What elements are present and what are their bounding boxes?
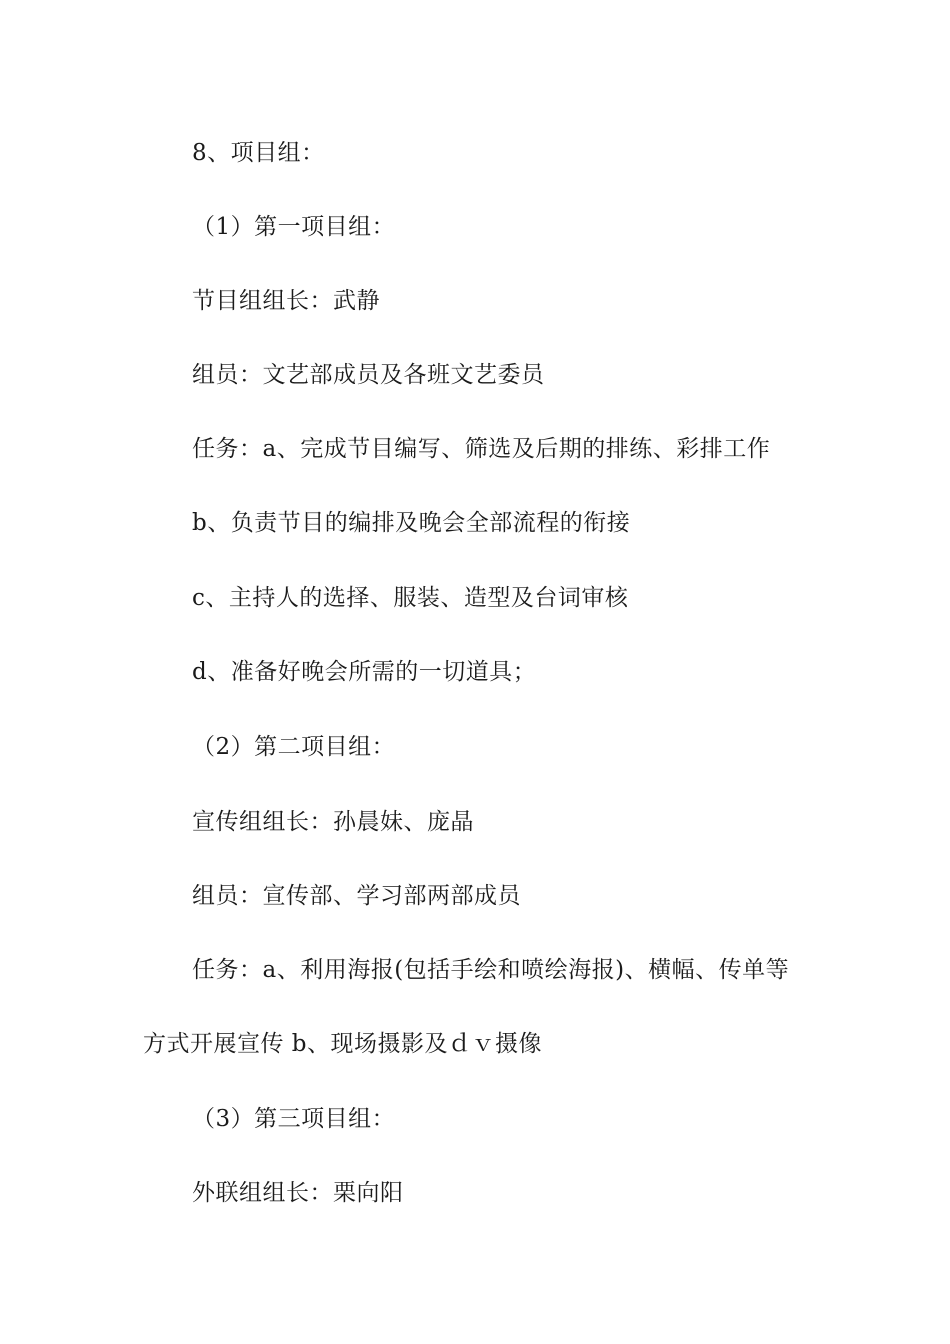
paragraph-line: 宣传组组长：孙晨妹、庞晶 [192,809,474,835]
paragraph-line: 节目组组长：武静 [192,288,380,314]
paragraph-line-continuation: 方式开展宣传 b、现场摄影及ｄｖ摄像 [143,1031,543,1057]
paragraph-line: c、主持人的选择、服装、造型及台词审核 [192,585,629,611]
paragraph-line: 外联组组长：栗向阳 [192,1180,404,1206]
paragraph-line: b、负责节目的编排及晚会全部流程的衔接 [192,510,631,536]
paragraph-line: d、准备好晚会所需的一切道具； [192,659,537,685]
subsection-heading: （1）第一项目组： [192,214,396,240]
section-heading: 8、项目组： [192,140,325,166]
paragraph-line: 任务：a、利用海报(包括手绘和喷绘海报)、横幅、传单等 [192,957,790,983]
paragraph-line: 组员：文艺部成员及各班文艺委员 [192,362,545,388]
subsection-heading: （3）第三项目组： [192,1106,396,1132]
paragraph-line: 任务：a、完成节目编写、筛选及后期的排练、彩排工作 [192,436,771,462]
paragraph-line: 组员：宣传部、学习部两部成员 [192,883,521,909]
subsection-heading: （2）第二项目组： [192,734,396,760]
